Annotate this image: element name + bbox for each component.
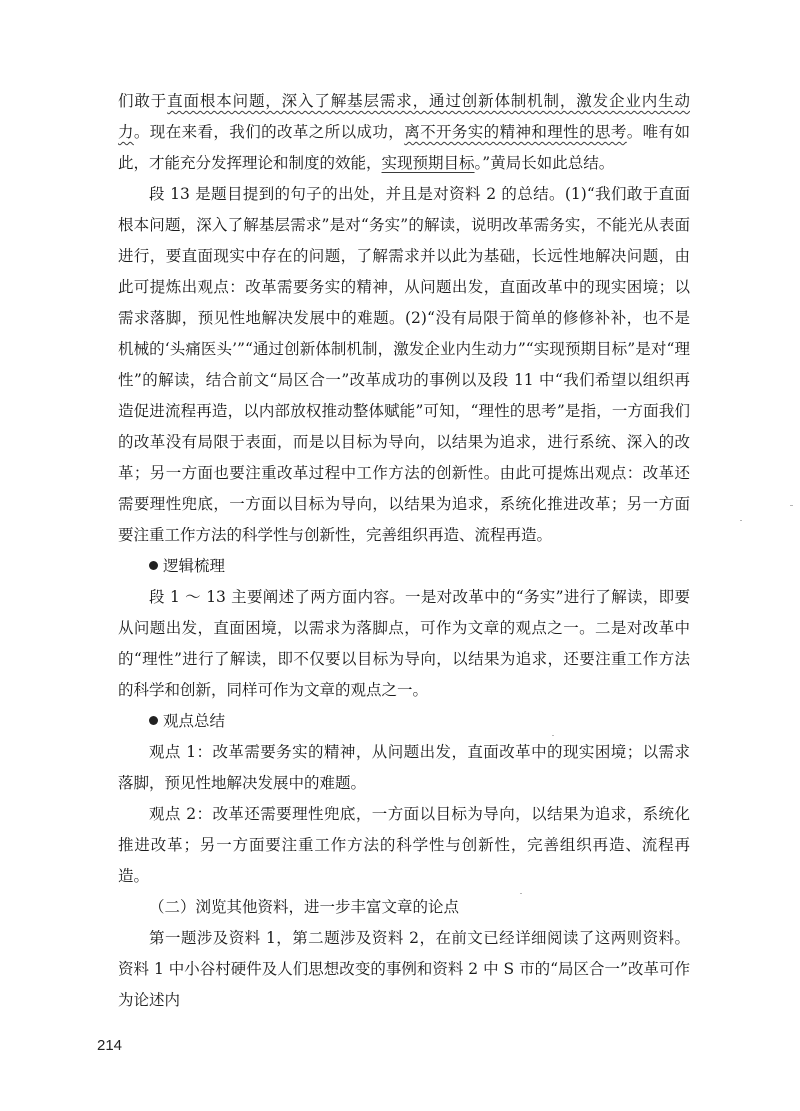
bullet-icon xyxy=(149,716,158,725)
view-2-paragraph: 观点 2：改革还需要理性兜底，一方面以目标为导向，以结果为追求，系统化推进改革；另一方面要注重工作方法的科学性与创新性，完善组织再造、流程再造。 xyxy=(118,805,690,885)
intro-text-middle: 。现在来看，我们的改革之所以成功， xyxy=(133,123,405,141)
section-heading: （二）浏览其他资料，进一步丰富文章的论点 xyxy=(149,898,460,916)
final-paragraph: 第一题涉及资料 1，第二题涉及资料 2，在前文已经详细阅读了这两则资料。资料 1 中小谷村硬件及人们思想改变的事例和资料 2 中 S 市的“局区合一”改革可作为论述内 xyxy=(118,929,690,1009)
summary-heading-text: 观点总结 xyxy=(163,712,226,730)
view-1-paragraph: 观点 1：改革需要务实的精神，从问题出发，直面改革中的现实困境；以需求落脚，预见性地解决发展中的难题。 xyxy=(118,743,690,792)
page-content xyxy=(118,86,690,1016)
intro-paragraph xyxy=(118,86,690,179)
scan-speck xyxy=(552,735,554,736)
summary-heading xyxy=(118,706,690,737)
intro-text-middle-2: 。唯有如此，才能充分发挥理论和制度的效能， xyxy=(118,123,690,172)
underlined-phrase: 实现预期目标 xyxy=(381,154,475,172)
scan-speck xyxy=(740,520,742,521)
bullet-icon xyxy=(149,561,158,570)
wavy-underlined-phrase-2: 离不开务实的精神和理性的思考 xyxy=(404,123,627,141)
intro-text-start: 们敢于 xyxy=(118,92,168,110)
logic-heading-text: 逻辑梳理 xyxy=(163,557,226,575)
scan-speck xyxy=(520,893,522,894)
page-number: 214 xyxy=(97,1037,123,1054)
analysis-paragraph: 段 13 是题目提到的句子的出处，并且是对资料 2 的总结。(1)“我们敢于直面根本问题，深入了解基层需求”是对“务实”的解读，说明改革需务实，不能光从表面进行，要直面现实中存在的问题，了解需求并以此为基础，长远性地解决问题，由此可提炼出观点：改革需要务实的精神，从问题出发，直面改革中的现实困境；以需求落脚，预见性地解决发展中的难题。(2)“没有局限于简单的修修补补，也不是机械的‘头痛医头’”“通过创新体制机制，激发企业内生动力”“实现预期目标”是对“理性”的解读，结合前文“局区合一”改革成功的事例以及段 11 中“我们希望以组织再造促进流程再造，以内部放权推动整体赋能”可知，“理性的思考”是指，一方面我们的改革没有局限于表面，而是以目标为导向，以结果为追求，进行系统、深入的改革；另一方面也要注重改革过程中工作方法的创新性。由此可提炼出观点：改革还需要理性兜底，一方面以目标为导向，以结果为追求，系统化推进改革；另一方面要注重工作方法的科学性与创新性，完善组织再造、流程再造。 xyxy=(118,185,690,544)
scan-speck xyxy=(790,505,793,506)
wavy-underlined-phrase: 直面根本问题，深入了解基层需求，通过创新体制机制，激发企业内生动力 xyxy=(118,92,690,141)
intro-text-end: 。”黄局长如此总结。 xyxy=(474,154,615,172)
logic-paragraph: 段 1 ～ 13 主要阐述了两方面内容。一是对改革中的“务实”进行了解读，即要从问题出发，直面困境，以需求为落脚点，可作为文章的观点之一。二是对改革中的“理性”进行了解读，即不仅要以目标为导向，以结果为追求，还要注重工作方法的科学和创新，同样可作为文章的观点之一。 xyxy=(118,588,690,699)
logic-heading xyxy=(118,551,690,582)
